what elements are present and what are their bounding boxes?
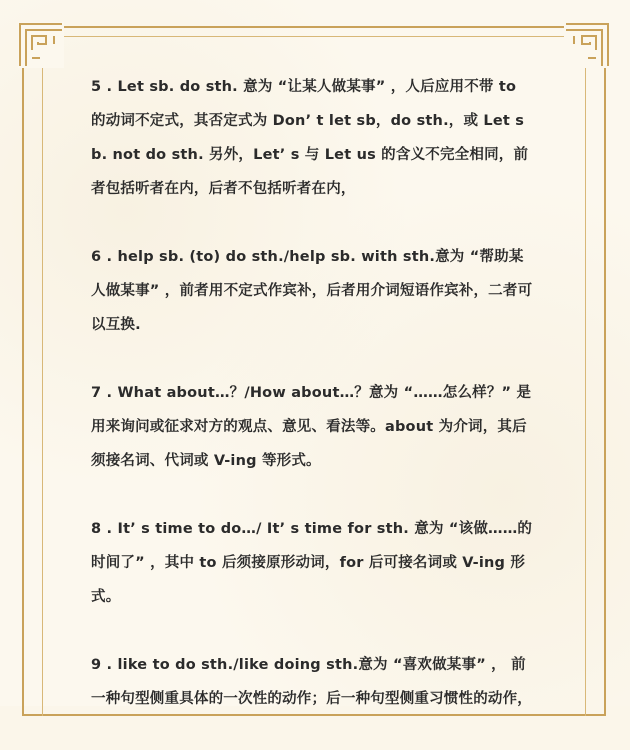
paragraph-item-8: 8 . It’ s time to do…/ It’ s time for sth. 意为 “该做……的时间了” ，其中 to 后须接原形动词，for 后可接名词或 V-ing 形式。 [91, 521, 533, 605]
corner-ornament-top-left [18, 22, 64, 68]
paragraph-item-5: 5 . Let sb. do sth. 意为 “让某人做某事” ，人后应用不带 to 的动词不定式，其否定式为 Don’ t let sb，do sth.，或 Let sb. not do sth. 另外，Let’ s 与 Let us 的含义不完全相同，前者包括听者在内，后者不包括听者在内， [91, 79, 529, 197]
corner-ornament-top-right [564, 22, 610, 68]
paragraph-item-9: 9 . like to do sth./like doing sth.意为 “喜欢做某事” ， 前一种句型侧重具体的一次性的动作；后一种句型侧重习惯性的动作， [91, 657, 532, 707]
paragraph-item-6: 6 . help sb. (to) do sth./help sb. with sth.意为 “帮助某人做某事” ，前者用不定式作宾补，后者用介词短语作宾补，二者可以互换. [91, 249, 533, 333]
document-body [91, 70, 533, 750]
paragraph-item-7: 7 . What about…？/How about…？意为 “……怎么样？” 是用来询问或征求对方的观点、意见、看法等。about 为介词，其后须接名词、代词或 V-ing 等形式。 [91, 385, 532, 469]
